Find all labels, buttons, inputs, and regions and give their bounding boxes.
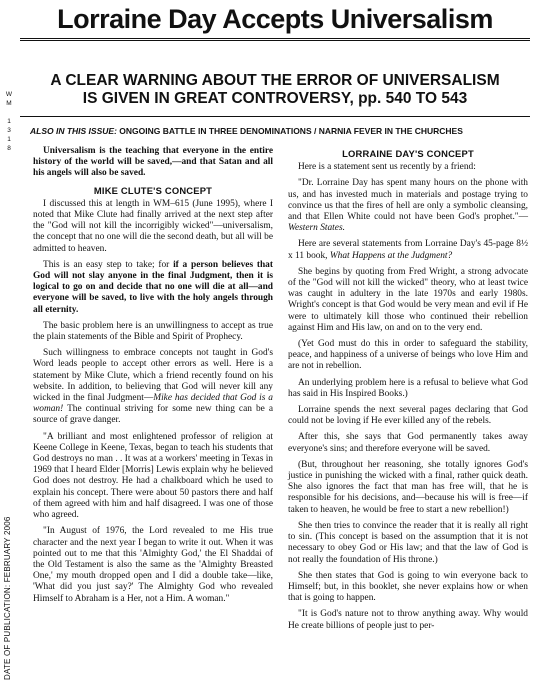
left-column — [33, 146, 273, 610]
paragraph: I discussed this at length in WM–615 (June 1995), where I noted that Mike Clute had finally arrived at the next step after the "God will not kill the incorrigibly wicked"—universalism, the concept that no one will die the second death, but all will be admitted to heaven. — [33, 198, 273, 254]
paragraph — [33, 348, 273, 426]
issue-code-char: M — [6, 100, 12, 107]
paragraph: After this, she says that God permanently takes away everyone's sins; and therefore everyone will be saved. — [288, 432, 528, 454]
paragraph — [33, 260, 273, 316]
lead-paragraph: Universalism is the teaching that everyone in the entire history of the world will be saved,—and that Satan and all his angels will also be saved. — [33, 146, 273, 179]
quote-paragraph: "In August of 1976, the Lord revealed to me His true character and the next year I began to write it out. When it was pointed out to me that this 'Almighty God,' the El Shaddai of the Old Testament is also the same as the 'Almighty Breasted One,' my mouth dropped open and I did a double take—like, 'What did you just say?' The Almighty God who revealed Himself to Abraham is a Her, not a Him. A woman." — [33, 526, 273, 604]
issue-code-char: 1 — [7, 118, 11, 125]
bold-text: if a person believes that God will not slay anyone in the final Judgment, then it is logical to go on and decide that no one will die at all—and everyone will be saved, to live with the holy angels through all eternity. — [33, 259, 273, 315]
issue-code-char — [3, 108, 15, 117]
title-divider — [20, 38, 530, 41]
italic-text: What Happens at the Judgment? — [329, 250, 453, 261]
subtitle-line-2: IS GIVEN IN GREAT CONTROVERSY, pp. 540 TO 543 — [82, 90, 468, 107]
paragraph: She begins by quoting from Fred Wright, a strong advocate of the "God will not kill the wicked" theory, who at least twice was caught in adultery in the late 1970s and early 1980s. Wright's concept is that God would be very mean and evil if He were to ultimately kill those who continued their rebellion against Him and His law, on and on to the very end. — [288, 266, 528, 333]
italic-text: Western States. — [288, 223, 345, 234]
paragraph: The basic problem here is an unwillingness to accept as true the plain statements of the Bible and Spirit of Prophecy. — [33, 320, 273, 343]
paragraph: (But, throughout her reasoning, she totally ignores God's justice in punishing the wicked with a final, rather quick death. She also ignores the fact that man has free will, that he is responsible for his decisions, and—because his will is free—if taken to heaven, he would be free to start a new rebellion!) — [288, 459, 528, 515]
paragraph: Here is a statement sent us recently by a friend: — [298, 162, 476, 173]
right-column — [288, 146, 528, 637]
paragraph: Lorraine spends the next several pages declaring that God could not be loving if He ever killed any of the rebels. — [288, 405, 528, 427]
italic-text: Mike has decided that God is a woman! — [33, 393, 273, 415]
issue-code-char: 3 — [7, 127, 11, 134]
also-label: ALSO IN THIS ISSUE: — [30, 126, 117, 136]
subtitle-line-1: A CLEAR WARNING ABOUT THE ERROR OF UNIVERSALISM — [50, 72, 500, 89]
subtitle-divider — [20, 116, 530, 117]
quote-paragraph: "A brilliant and most enlightened professor of religion at Keene College in Keene, Texas, began to teach his students that God destroys no man . . It was at a workers' meeting in Texas in 1969 that I heard Elder [Morris] Lewis explain why he believed God does not destroy. He had a chalkboard which he used to explain his concept. There were about 50 pastors there and half of them agreed with him and half disagreed. I was one of those who agreed. — [33, 431, 273, 521]
paragraph: She then tries to convince the reader that it is really all right to sin. (This concept is based on the assumption that it is not necessary to obey God or His law; and that the law of God is not really the foundation of His throne.) — [288, 520, 528, 565]
section-heading-lorraine-day: LORRAINE DAY'S CONCEPT — [342, 148, 474, 159]
paragraph: (Yet God must do this in order to safeguard the stability, peace, and happiness of a universe of beings who love Him and are not in rebellion. — [288, 339, 528, 372]
also-text: ONGOING BATTLE IN THREE DENOMINATIONS / NARNIA FEVER IN THE CHURCHES — [116, 126, 463, 136]
page-title: Lorraine Day Accepts Universalism — [57, 4, 493, 34]
text-run: The continual striving for some new thing can be a source of grave danger. — [33, 404, 273, 426]
paragraph: An underlying problem here is a refusal to believe what God has said in His Inspired Books.) — [288, 377, 528, 399]
paragraph: She then states that God is going to win everyone back to Himself; but, in this booklet, she never explains how or when that is going to happen. — [288, 570, 528, 604]
issue-code-char: 8 — [7, 145, 11, 152]
issue-code-char: W — [5, 91, 13, 98]
paragraph — [288, 178, 528, 234]
publication-date: DATE OF PUBLICATION: FEBRUARY 2006 — [3, 516, 12, 680]
text-run: Such willingness to embrace concepts not taught in God's Word leads people to accept other errors as well. Here is a statement by Mike Clute, which a friend recently found on his website. In addition, to believing that God will never kill any wicked in the final Judgment— — [33, 348, 273, 404]
subtitle — [20, 72, 530, 108]
text-run: "Dr. Lorraine Day has spent many hours on the phone with us, and has invested much in materials and postage trying to convince us that the fires of hell are only a symbolic cleansing, and that Ellen White could not have been God's prophet."— — [288, 178, 528, 223]
text-run: This is an easy step to take; for — [43, 259, 174, 270]
issue-code-char: 1 — [7, 136, 11, 143]
text-run: Here are several statements from Lorraine Day's 45-page 8½ x 11 book, — [288, 239, 528, 261]
also-in-this-issue — [30, 126, 530, 136]
section-heading-mike-clute: MIKE CLUTE'S CONCEPT — [93, 184, 213, 196]
paragraph: "It is God's nature not to throw anything away. Why would He create billions of people just to per- — [288, 609, 528, 631]
issue-code — [3, 90, 15, 153]
paragraph — [288, 239, 528, 261]
